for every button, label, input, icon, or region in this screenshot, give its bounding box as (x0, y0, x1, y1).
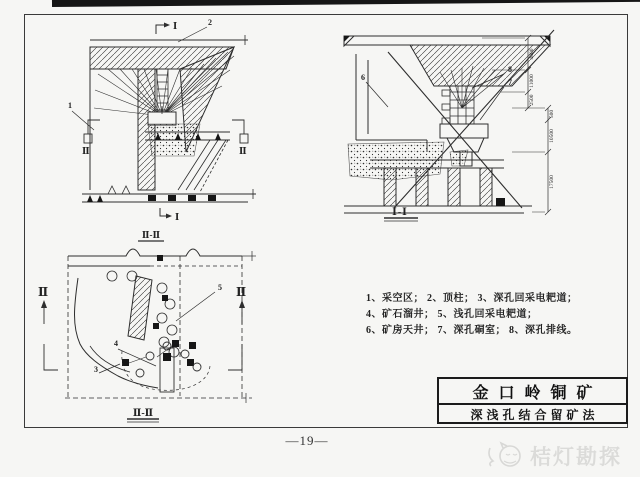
plan-title-bottom: Ⅱ-Ⅱ (132, 408, 154, 419)
lower-level (82, 186, 256, 202)
upper-hole-collars (107, 271, 137, 281)
plan-ii-ii-diagram (30, 226, 290, 426)
mine-name: 金口岭铜矿 (439, 379, 626, 405)
section-marker-top-label: Ⅰ (173, 21, 178, 31)
dim-4000: 4000 (529, 48, 535, 60)
section-marker-bottom-label: Ⅰ (175, 212, 180, 222)
dim-2500: 2500 (529, 94, 535, 106)
chamber-cluster (122, 340, 210, 392)
winch-square-3 (153, 323, 159, 329)
watermark (486, 440, 622, 472)
dim-10500: 10500 (549, 129, 555, 143)
section-marker-bottom (160, 208, 172, 219)
page-number: —19— (285, 433, 329, 448)
plan-marker-right-label: Ⅱ (236, 285, 247, 299)
orange-lamp-logo-icon (486, 440, 526, 472)
winch-square-1 (157, 255, 163, 261)
timbered-ore-pass (442, 86, 474, 124)
scan-top-border-bar (52, 0, 640, 7)
dim-500: 500 (549, 109, 555, 119)
callout-3-leader (99, 364, 120, 373)
title-block (437, 377, 628, 424)
main-section-diagram (60, 12, 290, 238)
dim-11000: 11000 (529, 74, 535, 88)
mining-method-name: 深浅孔结合留矿法 (470, 408, 599, 422)
callout-2-label: 2 (208, 18, 212, 27)
callout-6-leader (366, 82, 388, 107)
plan-marker-right (228, 300, 245, 370)
plan-marker-left (41, 300, 58, 370)
dimension-chain-lower (512, 105, 551, 215)
section-marker-left-label: Ⅱ (82, 146, 90, 156)
section-marker-right (232, 120, 248, 143)
upper-level-lines (90, 35, 248, 47)
legend-block (366, 291, 606, 339)
section-marker-top (156, 23, 170, 35)
legend-line-3: 6、矿房天井； 7、深孔硐室； 8、深孔排线。 (366, 325, 578, 336)
plan-title-top: Ⅱ-Ⅱ (141, 230, 161, 240)
callout-5-label: 5 (218, 283, 222, 292)
callout-7-label: 7 (508, 78, 512, 87)
dim-17500: 17500 (549, 175, 555, 189)
callout-1-label: 1 (68, 101, 72, 110)
callout-3-label: 3 (94, 365, 98, 374)
section-i-i-diagram (332, 12, 582, 228)
winch-square-2 (162, 295, 168, 301)
legend-line-1: 1、采空区； 2、顶柱； 3、深孔回采电耙道； (366, 293, 578, 304)
legend-line-2: 4、矿石溜井； 5、浅孔回采电耙道； (366, 309, 538, 320)
raise-left-wall (356, 54, 427, 152)
callout-5-leader (176, 292, 215, 321)
callout-8-label: 8 (508, 65, 512, 74)
pillar-hatch-band (128, 276, 152, 340)
callout-6-label: 6 (361, 73, 365, 82)
section-i-i-title: Ⅰ-Ⅰ (392, 207, 408, 218)
callout-1-leader (72, 111, 94, 130)
section-marker-right-label: Ⅱ (239, 146, 247, 156)
watermark-text: 桔灯勘探 (530, 445, 622, 469)
callout-4-label: 4 (114, 339, 118, 348)
plan-marker-left-label: Ⅱ (38, 285, 49, 299)
